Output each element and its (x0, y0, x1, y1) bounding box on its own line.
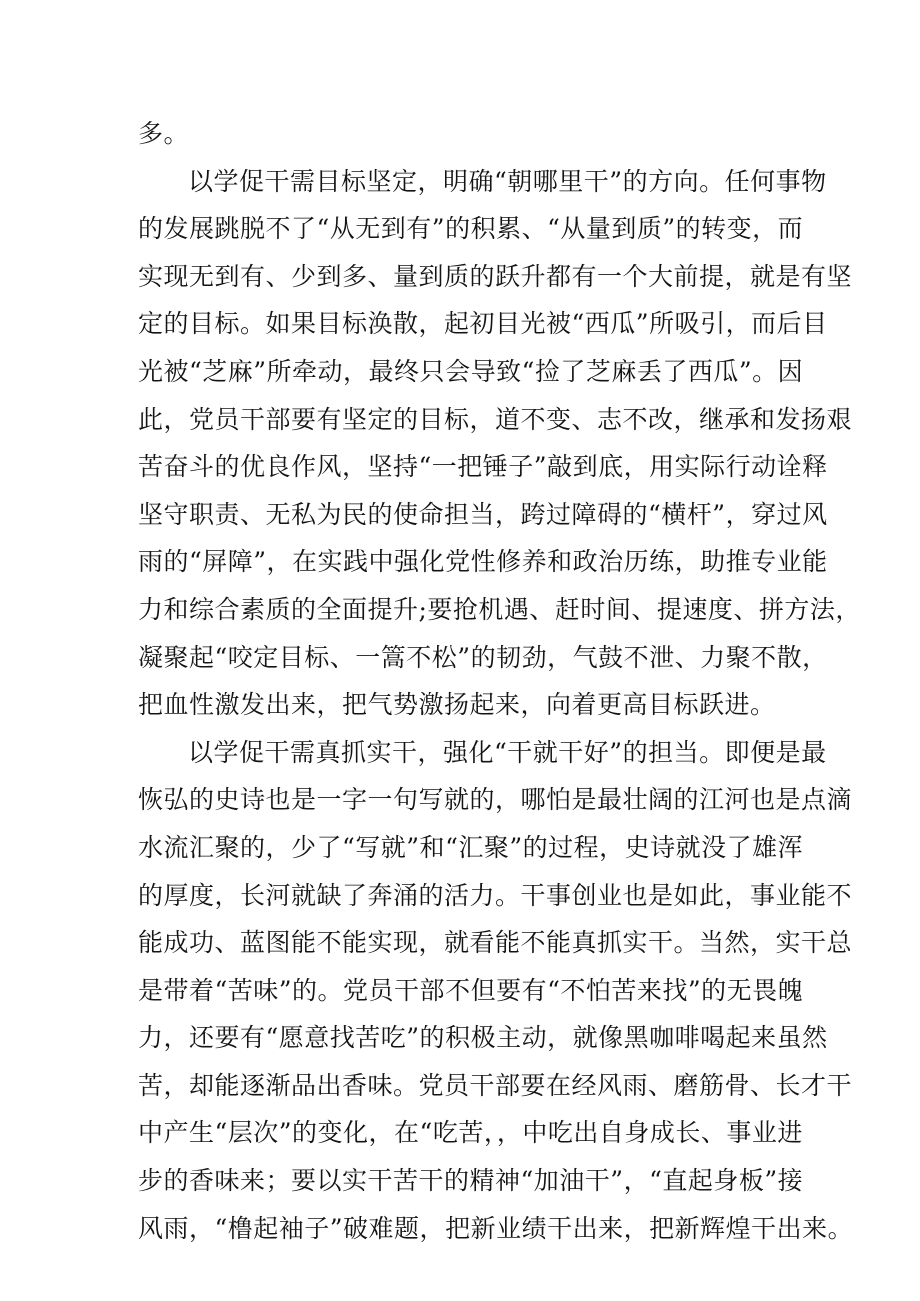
text-line: 实现无到有、少到多、量到质的跃升都有一个大前提，就是有坚 (138, 261, 853, 291)
text-line: 多。 (138, 119, 190, 148)
text-line: 把血性激发出来，把气势激扬起来，向着更高目标跃进。 (138, 690, 776, 720)
text-line: 坚守职责、无私为民的使命担当，跨过障碍的“横杆”，穿过风 (138, 499, 828, 529)
text-line: 的厚度，长河就缺了奔涌的活力。干事创业也是如此，事业能不 (138, 880, 853, 910)
text-line: 的发展跳脱不了“从无到有”的积累、“从量到质”的转变，而 (138, 214, 804, 244)
text-line: 光被“芝麻”所牵动，最终只会导致“捡了芝麻丢了西瓜”。因 (138, 356, 804, 386)
text-line: 风雨，“橹起袖子”破难题，把新业绩干出来，把新辉煌干出来。 (138, 1213, 854, 1243)
paragraph-first-line: 以学促干需目标坚定，明确“朝哪里干”的方向。任何事物 (188, 166, 827, 196)
text-line: 中产生“层次”的变化，在“吃苦，，中吃出自身成长、事业进 (138, 1118, 803, 1148)
text-line: 苦，却能逐渐品出香味。党员干部要在经风雨、磨筋骨、长才干 (138, 1070, 853, 1100)
text-line: 步的香味来；要以实干苦干的精神“加油干”，“直起身板”接 (138, 1166, 804, 1196)
body-text (138, 110, 861, 1252)
text-line: 定的目标。如果目标涣散，起初目光被“西瓜”所吸引，而后目 (138, 309, 828, 339)
text-line: 恢弘的史诗也是一字一句写就的，哪怕是最壮阔的江河也是点滴 (138, 785, 853, 815)
paragraph-first-line: 以学促干需真抓实干，强化“干就干好”的担当。即便是最 (188, 737, 827, 767)
text-line: 苦奋斗的优良作风，坚持“一把锤子”敲到底，用实际行动诠释 (138, 452, 828, 482)
text-line: 此，党员干部要有坚定的目标，道不变、志不改，继承和发扬艰 (138, 404, 853, 434)
text-line: 水流汇聚的，少了“写就”和“汇聚”的过程，史诗就没了雄浑 (138, 832, 804, 862)
text-line: 是带着“苦味”的。党员干部不但要有“不怕苦来找”的无畏魄 (138, 975, 804, 1005)
text-line: 雨的“屏障”，在实践中强化党性修养和政治历练，助推专业能 (138, 547, 828, 577)
text-line: 能成功、蓝图能不能实现，就看能不能真抓实干。当然，实干总 (138, 928, 853, 958)
text-line: 凝聚起“咬定目标、一篙不松”的韧劲，气鼓不泄、力聚不散， (138, 642, 828, 672)
text-line: 力和综合素质的全面提升;要抢机遇、赶时间、提速度、拼方法， (138, 594, 861, 624)
text-line: 力，还要有“愿意找苦吃”的积极主动，就像黑咖啡喝起来虽然 (138, 1023, 828, 1053)
